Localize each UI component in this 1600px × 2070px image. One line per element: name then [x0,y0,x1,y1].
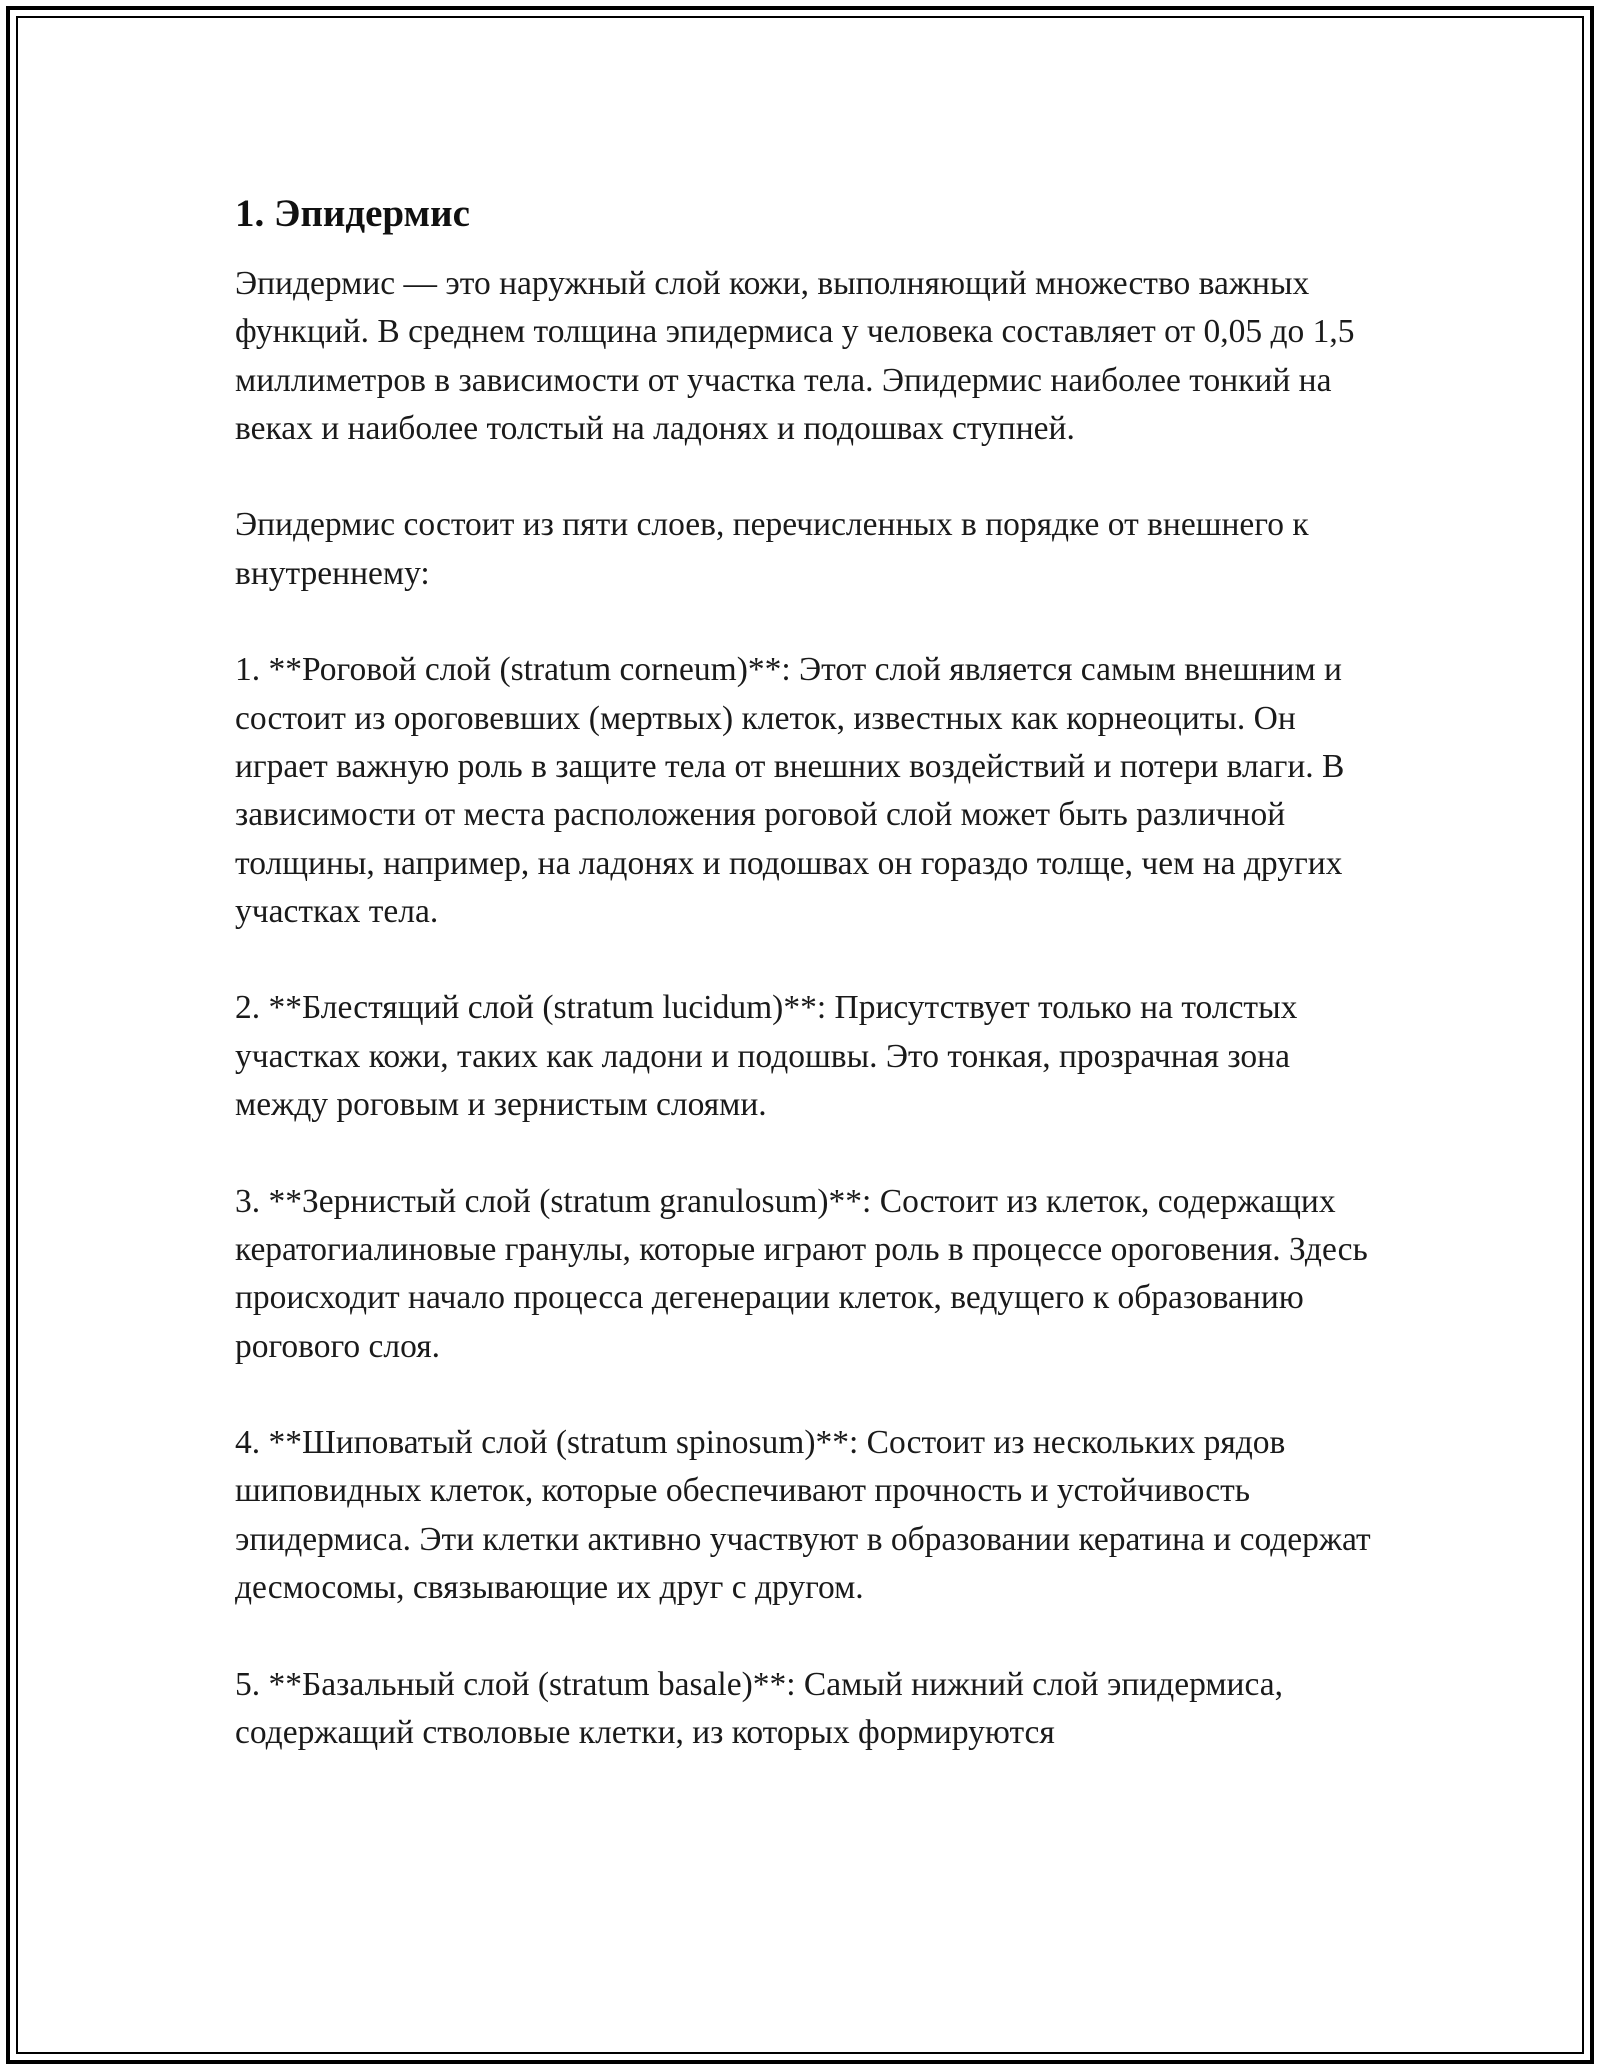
intro-paragraph: Эпидермис — это наружный слой кожи, выполняющий множество важных функций. В среднем толщина эпидермиса у человека составляет от 0,05 до 1,5 миллиметров в зависимости от участка тела. Эпидермис наиболее тонкий на веках и наиболее толстый на ладонях и подошвах ступней. [235,265,1355,447]
section-heading: 1. Эпидермис [235,192,470,235]
layers-intro-paragraph: Эпидермис состоит из пяти слоев, перечисленных в порядке от внешнего к внутреннему: [235,506,1309,592]
layer-item-stratum-corneum: 1. **Роговой слой (stratum corneum)**: Этот слой является самым внешним и состоит из ороговевших (мертвых) клеток, известных как корнеоциты. Он играет важную роль в защите тела от внешних воздействий и потери влаги. В зависимости от места расположения роговой слой может быть различной толщины, например, на ладонях и подошвах он гораздо толще, чем на других участках тела. [235,651,1345,930]
layer-item-stratum-spinosum: 4. **Шиповатый слой (stratum spinosum)**: Состоит из нескольких рядов шиповидных клеток, которые обеспечивают прочность и устойчивость эпидермиса. Эти клетки активно участвуют в образовании кератина и содержат десмосомы, связывающие их друг с другом. [235,1424,1371,1607]
layer-item-stratum-lucidum: 2. **Блестящий слой (stratum lucidum)**: Присутствует только на толстых участках кожи, таких как ладони и подошвы. Это тонкая, прозрачная зона между роговым и зернистым слоями. [235,989,1298,1124]
document-body [235,188,1375,1806]
layer-item-stratum-granulosum: 3. **Зернистый слой (stratum granulosum)**: Состоит из клеток, содержащих кератогиалиновые гранулы, которые играют роль в процессе ороговения. Здесь происходит начало процесса дегенерации клеток, ведущего к образованию рогового слоя. [235,1182,1368,1365]
layer-item-stratum-basale: 5. **Базальный слой (stratum basale)**: Самый нижний слой эпидермиса, содержащий стволовые клетки, из которых формируются [235,1665,1283,1751]
